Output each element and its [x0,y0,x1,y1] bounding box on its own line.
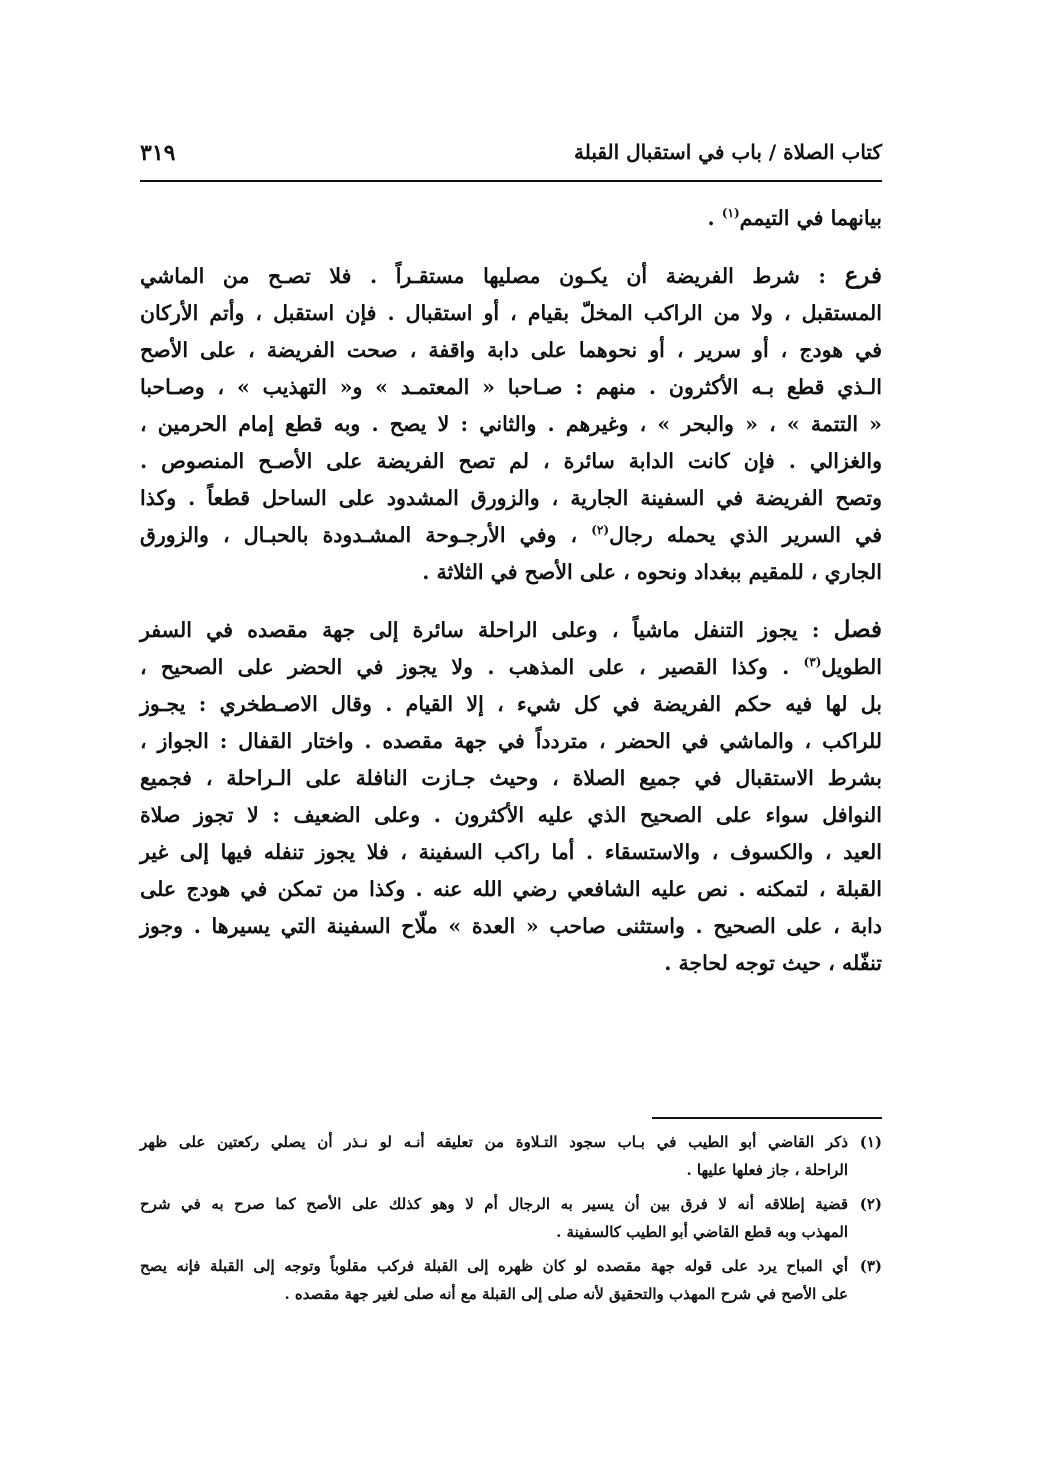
text-line: القبلة ، لتمكنه . نص عليه الشافعي رضي الله عنه . وكذا من تمكن في هودج على [140,877,882,901]
text-line [140,611,882,649]
text-line: العيد ، والكسوف ، والاستسقاء . أما راكب السفينة ، فلا يجوز تنفله فيها إلى غير [140,840,882,864]
footnote-ref-2: (٢) [591,523,610,538]
text-line: النوافل سواء على الصحيح الذي عليه الأكثرون . وعلى الضعيف : لا تجوز صلاة [140,803,882,827]
text-line: الـذي قطع بـه الأكثرون . منهم : صـاحبا « المعتمـد » و« التهذيب » ، وصـاحبا [140,375,882,399]
text-line: للراكب ، والماشي في الحضر ، متردداً في جهة مقصده . واختار القفال : الجواز ، [140,729,882,753]
footnote-line: على الأصح في شرح المهذب والتحقيق لأنه صلى إلى القبلة مع أنه صلى لغير جهة مقصده . [284,1285,848,1303]
text-span: ذكر القاضي أبو الطيب في بـاب سجود التـلاوة من تعليقه أنـه لو نـذر أن يصلي ركعتين على ظهر [140,1133,848,1151]
main-text [140,200,882,982]
footnote-1 [140,1128,882,1184]
page-number: ٣١٩ [140,140,176,166]
text-line: الجاري ، للمقيم ببغداد ونحوه ، على الأصح في الثلاثة . [422,560,882,584]
text-line: دابة ، على الصحيح . واستثنى صاحب « العدة » ملّاح السفينة التي يسيرها . وجوز [140,914,882,938]
footnote-line: المهذب وبه قطع القاضي أبو الطيب كالسفينة . [556,1223,848,1241]
text-span: . وكذا القصير ، على المذهب . ولا يجوز في الحضر على الصحيح ، [140,655,804,679]
footnote-3 [140,1252,882,1308]
text-span: ، وفي الأرجـوحة المشـدودة بالحبـال ، والزورق [140,523,592,547]
footnote-ref-3: (٣) [803,655,822,670]
footnote-line: الراحلة ، جاز فعلها عليها . [686,1161,848,1179]
paragraph-gap [140,237,882,257]
text-span: قضية إطلاقه أنه لا فرق بين أن يسير به الرجال أم لا وهو كذلك على الأصح كما صرح به في شرح [140,1195,848,1213]
text-line: تنفّله ، حيث توجه لحاجة . [664,951,882,975]
footnote-2 [140,1190,882,1246]
text-line: بل لها فيه حكم الفريضة في كل شيء ، إلا القيام . وقال الاصـطخري : يجـوز [140,692,882,716]
footnote-number: (٢) [859,1195,882,1213]
text-line [140,649,882,686]
running-header [140,138,882,178]
footnote-ref-1: (١) [721,206,740,221]
text-span: : يجوز التنفل ماشياً ، وعلى الراحلة سائرة إلى جهة مقصده في السفر [140,618,834,642]
chapter-title: كتاب الصلاة / باب في استقبال القبلة [574,140,882,164]
text-span: في السرير الذي يحمله رجال [609,523,882,547]
text-span: أي المباح يرد على قوله جهة مقصده لو كان ظهره إلى القبلة فركب مقلوباً وتوجه إلى القبلة فإنه يصح [140,1257,848,1275]
text-line: وتصح الفريضة في السفينة الجارية ، والزورق المشدود على الساحل قطعاً . وكذا [140,486,882,510]
text-span: الطويل [821,655,882,679]
text-line [140,517,882,554]
footnote-number: (٣) [859,1257,882,1275]
text-line: بشرط الاستقبال في جميع الصلاة ، وحيث جـازت النافلة على الـراحلة ، فجميع [140,766,882,790]
text-span: بيانهما في التيمم [739,206,882,230]
footnote-number: (١) [859,1133,882,1151]
text-line [140,257,882,295]
text-span: : شرط الفريضة أن يكـون مصليها مستقـراً . فلا تصـح من الماشي [140,264,845,288]
footnote-divider [652,1117,882,1119]
section-lead-far: فرع [844,262,882,289]
text-line: في هودج ، أو سرير ، أو نحوهما على دابة واقفة ، صحت الفريضة ، على الأصح [140,338,882,362]
section-lead-fasl: فصل [833,616,882,643]
text-line [140,200,882,237]
text-line: « التتمة » ، « والبحر » ، وغيرهم . والثاني : لا يصح . وبه قطع إمام الحرمين ، [140,412,882,436]
paragraph-gap [140,591,882,611]
footnote-line [140,1128,882,1156]
footnotes [140,1128,882,1314]
footnote-line [140,1252,882,1280]
text-line: والغزالي . فإن كانت الدابة سائرة ، لم تصح الفريضة على الأصـح المنصوص . [140,449,882,473]
text-line: المستقبل ، ولا من الراكب المخلّ بقيام ، أو استقبال . فإن استقبل ، وأتم الأركان [140,301,882,325]
text-span: . [707,206,722,230]
header-divider [140,180,882,182]
footnote-line [140,1190,882,1218]
